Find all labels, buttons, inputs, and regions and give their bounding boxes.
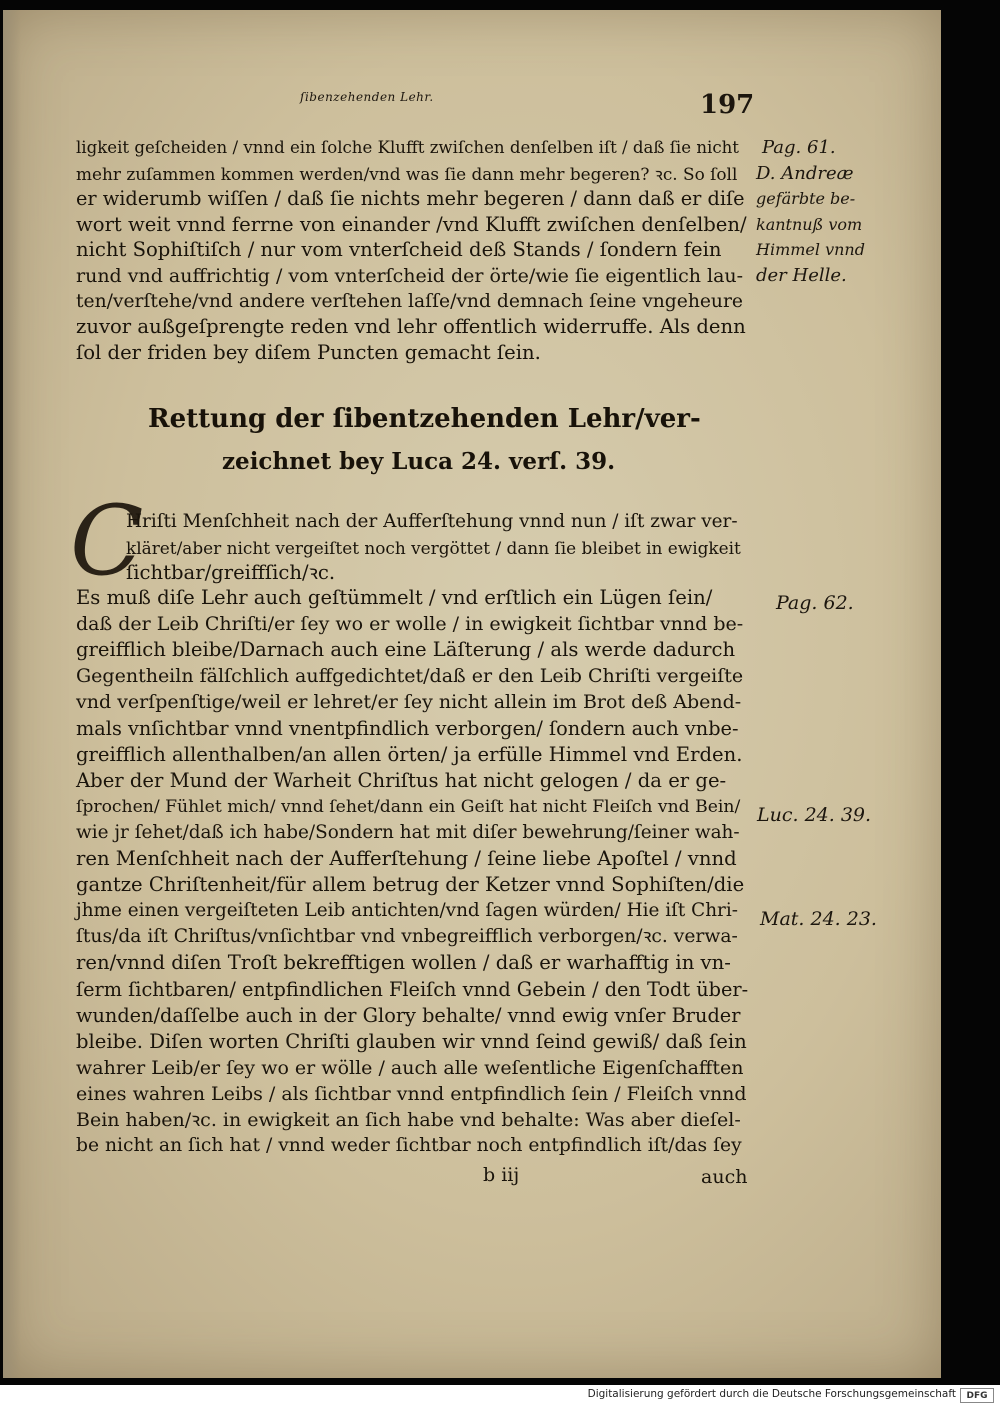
text-line: ligkeit geſcheiden / vnnd ein ſolche Klufft zwiſchen denſelben iſt / daß ſie nicht <box>76 138 739 157</box>
text-line: Gegentheiln fälſchlich auffgedichtet/daß er den Leib Chriſti vergeiſte <box>76 665 744 687</box>
drop-cap: C <box>70 485 144 597</box>
text-line: ſprochen/ Fühlet mich/ vnnd ſehet/dann ein Geiſt hat nicht Fleiſch vnd Bein/ <box>76 797 741 817</box>
dfg-logo: DFG <box>960 1388 994 1403</box>
margin-note: Pag. 62. <box>776 592 854 614</box>
text-line: Bein haben/ꝛc. in ewigkeit an ſich habe vnd behalte: Was aber dieſel- <box>76 1109 741 1131</box>
text-line: er widerumb wiſſen / daß ſie nichts mehr begeren / dann daß er diſe <box>76 187 745 210</box>
text-line: ten/verſtehe/vnd andere verſtehen laſſe/vnd demnach ſeine vngeheure <box>76 291 743 312</box>
text-line: zuvor außgeſprengte reden vnd lehr offentlich widerruffe. Als denn <box>76 315 746 338</box>
margin-note: der Helle. <box>756 265 847 286</box>
running-head: ſibenzehenden Lehr. <box>300 90 434 104</box>
text-line: ren/vnnd diſen Troſt bekrefftigen wollen / daß er warhafftig in vn- <box>76 951 731 974</box>
text-line: wunden/daſſelbe auch in der Glory behalte/ vnnd ewig vnſer Bruder <box>76 1004 741 1027</box>
margin-note: Pag. 61. <box>762 137 836 158</box>
margin-note: Mat. 24. 23. <box>760 908 877 930</box>
text-line: nicht Sophiſtiſch / nur vom vnterſcheid deß Stands / ſondern fein <box>76 238 722 261</box>
text-line: jhme einen vergeiſteten Leib antichten/vnd ſagen würden/ Hie iſt Chri- <box>76 900 738 921</box>
margin-note: gefärbte be- <box>756 189 856 208</box>
margin-note: Himmel vnnd <box>756 240 865 259</box>
text-line: Aber der Mund der Warheit Chriſtus hat nicht gelogen / da er ge- <box>76 769 727 792</box>
text-line: wahrer Leib/er ſey wo er wölle / auch alle weſentliche Eigenſchafften <box>76 1057 744 1079</box>
text-line: greifflich bleibe/Darnach auch eine Läſterung / als werde dadurch <box>76 638 736 661</box>
text-line: Es muß diſe Lehr auch geſtümmelt / vnd erſtlich ein Lügen ſein/ <box>76 586 713 609</box>
text-line: be nicht an ſich hat / vnnd weder ſichtbar noch entpfindlich iſt/das ſey <box>76 1135 742 1156</box>
margin-note: Luc. 24. 39. <box>757 804 872 826</box>
text-line: rund vnd auffrichtig / vom vnterſcheid der örte/wie ſie eigentlich lau- <box>76 265 744 287</box>
text-line: vnd verſpenſtige/weil er lehret/er ſey nicht allein im Brot deß Abend- <box>76 691 742 713</box>
margin-note: D. Andreæ <box>756 163 854 184</box>
text-line: daß der Leib Chriſti/er ſey wo er wolle / in ewigkeit ſichtbar vnnd be- <box>76 613 744 635</box>
margin-note: kantnuß vom <box>756 215 863 234</box>
text-line: ſerm ſichtbaren/ entpfindlichen Fleiſch vnnd Gebein / den Todt über- <box>76 978 749 1001</box>
section-heading: Rettung der ſibentzehenden Lehr/ver- <box>148 404 701 434</box>
text-line: eines wahren Leibs / als ſichtbar vnnd entpfindlich ſein / Fleiſch vnnd <box>76 1083 747 1105</box>
text-line: kläret/aber nicht vergeiſtet noch vergöttet / dann ſie bleibet in ewigkeit <box>126 538 741 558</box>
page-number: 197 <box>700 90 755 120</box>
text-line: wort weit vnnd ferrne von einander /vnd Klufft zwiſchen denſelben/ <box>76 213 747 236</box>
text-line: greifflich allenthalben/an allen örten/ ja erfülle Himmel vnd Erden. <box>76 743 743 766</box>
footer-bar <box>0 1385 1000 1407</box>
page-edge-shadow <box>3 10 21 1378</box>
text-line: ren Menſchheit nach der Aufferſtehung / ſeine liebe Apoſtel / vnnd <box>76 847 737 870</box>
text-line: ſichtbar/greiffſich/ꝛc. <box>126 561 336 584</box>
text-line: ſtus/da iſt Chriſtus/vnſichtbar vnd vnbegreifflich verborgen/ꝛc. verwa- <box>76 926 738 947</box>
text-line: wie jr ſehet/daß ich habe/Sondern hat mit diſer bewehrung/ſeiner wah- <box>76 822 740 843</box>
text-line: bleibe. Diſen worten Chriſti glauben wir vnnd ſeind gewiß/ daß ſein <box>76 1030 747 1053</box>
text-line: mehr zuſammen kommen werden/vnd was ſie dann mehr begeren? ꝛc. So ſoll <box>76 164 738 184</box>
catchword: auch <box>701 1166 748 1188</box>
section-subheading: zeichnet bey Luca 24. verſ. 39. <box>222 448 616 475</box>
text-line: mals vnſichtbar vnnd vnentpfindlich verborgen/ ſondern auch vnbe- <box>76 717 739 740</box>
signature-mark: b iij <box>483 1164 520 1186</box>
text-line: Hriſti Menſchheit nach der Aufferſtehung vnnd nun / iſt zwar ver- <box>126 511 738 532</box>
footer-credit: Digitalisierung gefördert durch die Deutsche Forschungsgemeinschaft <box>587 1388 956 1400</box>
text-line: ſol der friden bey diſem Puncten gemacht ſein. <box>76 341 541 364</box>
text-line: gantze Chriſtenheit/für allem betrug der Ketzer vnnd Sophiſten/die <box>76 873 745 896</box>
